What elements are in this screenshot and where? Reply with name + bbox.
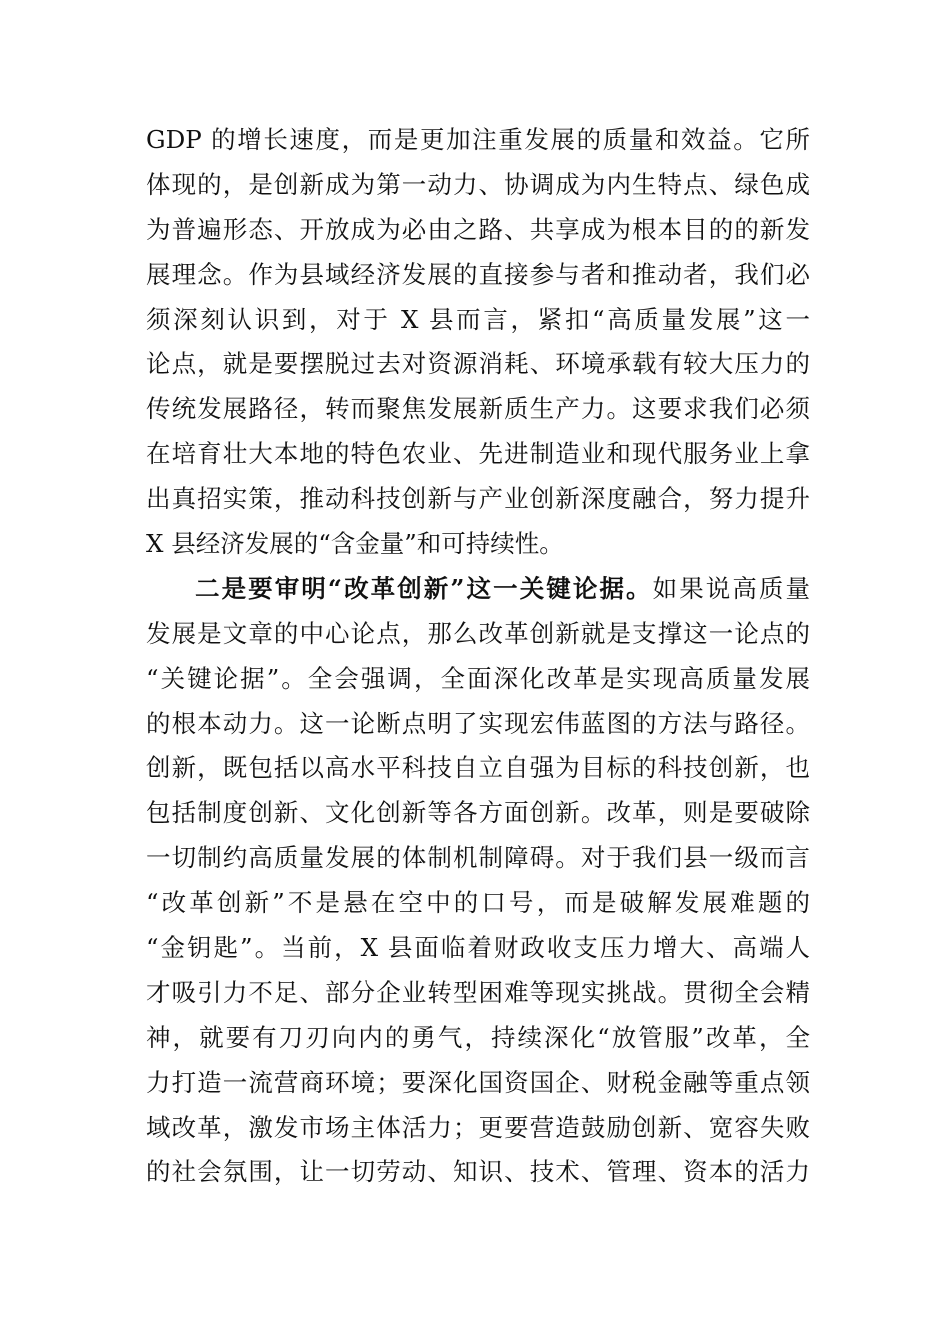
text-line: 在培育壮大本地的特色农业、先进制造业和现代服务业上拿 (146, 439, 810, 469)
text-line: “关键论据”。全会强调，全面深化改革是实现高质量发展 (146, 663, 810, 693)
text-line: 出真招实策，推动科技创新与产业创新深度融合，努力提升 (146, 484, 810, 514)
text-line: 的社会氛围，让一切劳动、知识、技术、管理、资本的活力 (146, 1157, 810, 1187)
text-line: 域改革，激发市场主体活力；更要营造鼓励创新、宽容失败 (146, 1112, 810, 1142)
section-heading: 二是要审明“改革创新”这一关键论据。 (195, 573, 653, 603)
text-line: 包括制度创新、文化创新等各方面创新。改革，则是要破除 (146, 798, 810, 828)
text-line: 为普遍形态、开放成为必由之路、共享成为根本目的的新发 (146, 214, 810, 244)
text-line: “改革创新”不是悬在空中的口号，而是破解发展难题的 (146, 888, 810, 918)
text-line: “金钥匙”。当前，X 县面临着财政收支压力增大、高端人 (146, 933, 810, 963)
text-line: 创新，既包括以高水平科技自立自强为目标的科技创新，也 (146, 753, 810, 783)
section-heading-line (146, 567, 810, 612)
document-body (146, 118, 810, 1195)
text-line: 展理念。作为县域经济发展的直接参与者和推动者，我们必 (146, 259, 810, 289)
text-line: 一切制约高质量发展的体制机制障碍。对于我们县一级而言 (146, 843, 810, 873)
text-line: 传统发展路径，转而聚焦发展新质生产力。这要求我们必须 (146, 394, 810, 424)
text-line: X 县经济发展的“含金量”和可持续性。 (146, 529, 564, 559)
text-line: 须深刻认识到，对于 X 县而言，紧扣“高质量发展”这一 (146, 304, 810, 334)
text-line: GDP 的增长速度，而是更加注重发展的质量和效益。它所 (146, 125, 810, 154)
text-line: 力打造一流营商环境；要深化国资国企、财税金融等重点领 (146, 1067, 810, 1097)
text-line: 论点，就是要摆脱过去对资源消耗、环境承载有较大压力的 (146, 349, 810, 379)
text-line: 才吸引力不足、部分企业转型困难等现实挑战。贯彻全会精 (146, 977, 810, 1007)
text-line: 发展是文章的中心论点，那么改革创新就是支撑这一论点的 (146, 618, 810, 648)
text-line: 的根本动力。这一论断点明了实现宏伟蓝图的方法与路径。 (146, 708, 810, 738)
text-line: 神，就要有刀刃向内的勇气，持续深化“放管服”改革，全 (146, 1022, 810, 1052)
heading-continuation: 如果说高质量 (652, 573, 810, 603)
text-line: 体现的，是创新成为第一动力、协调成为内生特点、绿色成 (146, 169, 810, 199)
